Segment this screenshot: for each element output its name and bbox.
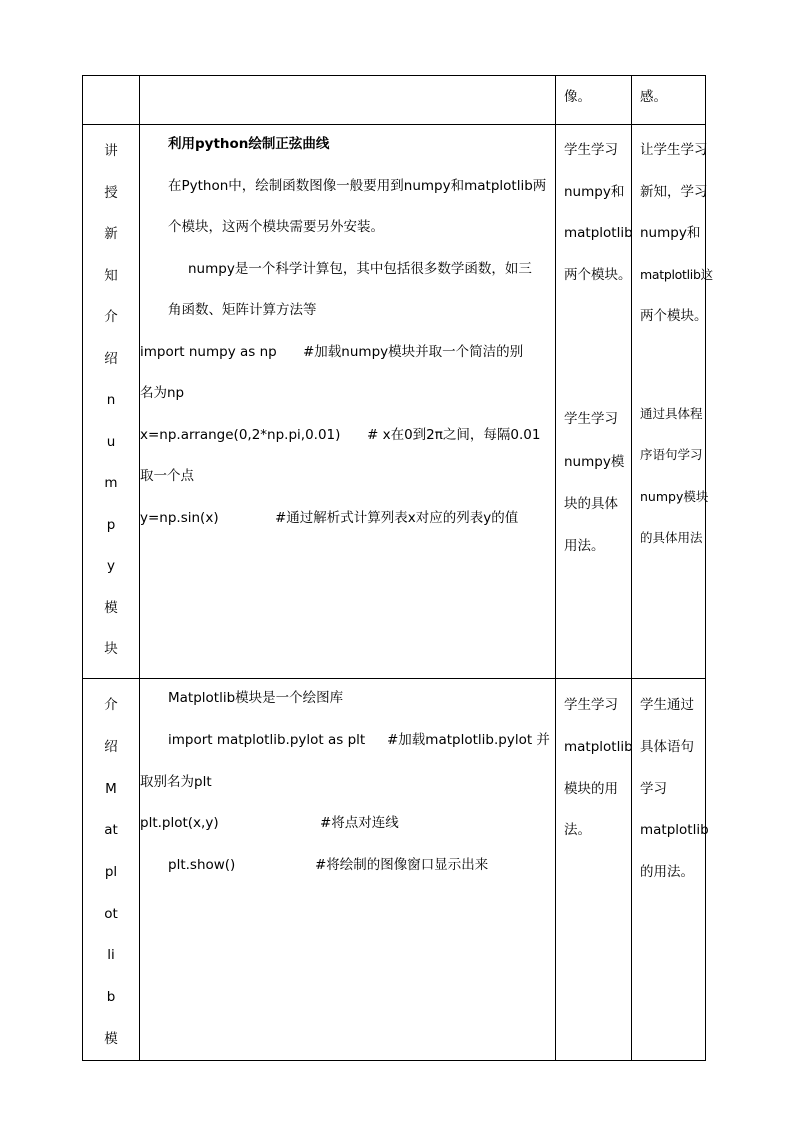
paragraph-line: 角函数、矩阵计算方法等	[168, 302, 317, 318]
student-activity-line: numpy模	[564, 454, 625, 470]
row-divider	[83, 678, 705, 679]
design-intent-line: matplotlib	[640, 822, 709, 838]
design-intent-line: 具体语句	[640, 739, 694, 755]
code-comment: 取一个点	[140, 468, 194, 484]
student-activity-line: numpy和	[564, 184, 625, 200]
design-intent-line: numpy模块	[640, 489, 709, 504]
code-comment: #将绘制的图像窗口显示出来	[315, 857, 489, 873]
design-intent-line: 的具体用法	[640, 530, 703, 545]
student-activity-line: 模块的用	[564, 781, 618, 797]
code-comment: # x在0到2π之间，每隔0.01	[367, 427, 541, 443]
student-activity-line: 学生学习	[564, 411, 618, 427]
paragraph-line: 在Python中，绘制函数图像一般要用到numpy和matplotlib两	[168, 178, 547, 194]
paragraph-line: numpy是一个科学计算包，其中包括很多数学函数，如三	[188, 261, 532, 277]
paragraph-line: Matplotlib模块是一个绘图库	[168, 690, 344, 706]
section-title: 利用python绘制正弦曲线	[168, 136, 330, 152]
design-intent-line: 学生通过	[640, 697, 694, 713]
column-divider	[139, 76, 140, 1060]
code-line: plt.show()	[168, 857, 236, 873]
row-divider	[83, 124, 705, 125]
student-activity-line: 法。	[564, 822, 591, 838]
student-activity-line: matplotlib	[564, 225, 633, 241]
design-intent-line: 让学生学习	[640, 142, 708, 158]
row1-student-activity: 像。	[564, 89, 591, 105]
design-intent-line: 两个模块。	[640, 308, 708, 324]
student-activity-line: 用法。	[564, 538, 605, 554]
student-activity-line: 两个模块。	[564, 267, 632, 283]
design-intent-line: 新知，学习	[640, 184, 708, 200]
code-line: import matplotlib.pylot as plt	[168, 732, 366, 748]
design-intent-line: numpy和	[640, 225, 701, 241]
code-comment: #通过解析式计算列表x对应的列表y的值	[275, 510, 519, 526]
student-activity-line: 块的具体	[564, 496, 618, 512]
code-comment: #加载numpy模块并取一个简洁的别	[303, 344, 524, 360]
student-activity-line: matplotlib	[564, 739, 633, 755]
lesson-table: 像。 感。 讲 授 新 知 介 绍 n u m p y 模 块 利用python绘制正弦曲线 在Python中，绘制函数图像一般要用到numpy和matplotlib两 个模块，这两个模块需要另外安装。 numpy是一个科学计算包，其中包括很多数学函数，如三 角函数、矩阵计算方法等 import numpy as np #加载numpy模块并取一个简洁的别 名为np x=np.arrange(0,2*np.pi,0.01) # x在0到2π之间，每隔0.01 取一个点 y=np.sin(x) #通过解析式计算列表x对应的列表y的值 学生学习 numpy和 matplotlib 两个模块。 学生学习 numpy模 块的具体 用法。 让学生学习 新知，学习 numpy和 matplotlib这 两个模块。 通过具体程 序语句学习 numpy模块 的具体用法 介 绍 M at pl ot li b 模 Matplotlib模块是一个绘图库 import matplotlib.pylot as plt #加载matplotlib.pylot 并 取别名为plt plt.plot(x,y) #将点对连线 plt.show() #将绘制的图像窗口显示出来 学生学习 matplotlib 模块的用 法。 学生通过 具体语句 学习 matplotlib 的用法。	[82, 75, 706, 1061]
design-intent-line: 的用法。	[640, 864, 694, 880]
code-comment: #将点对连线	[320, 815, 399, 831]
design-intent-line: 学习	[640, 781, 667, 797]
column-divider	[555, 76, 556, 1060]
row1-design-intent: 感。	[640, 89, 667, 105]
code-line: x=np.arrange(0,2*np.pi,0.01)	[140, 427, 341, 443]
student-activity-line: 学生学习	[564, 697, 618, 713]
design-intent-line: 序语句学习	[640, 447, 703, 462]
design-intent-line: matplotlib这	[640, 267, 713, 282]
student-activity-line: 学生学习	[564, 142, 618, 158]
code-line: y=np.sin(x)	[140, 510, 219, 526]
paragraph-line: 个模块，这两个模块需要另外安装。	[168, 219, 384, 235]
code-line: import numpy as np	[140, 344, 277, 360]
code-comment: 取别名为plt	[140, 774, 212, 790]
code-line: plt.plot(x,y)	[140, 815, 219, 831]
code-comment: #加载matplotlib.pylot 并	[387, 732, 550, 748]
design-intent-line: 通过具体程	[640, 406, 703, 421]
code-comment: 名为np	[140, 385, 185, 401]
